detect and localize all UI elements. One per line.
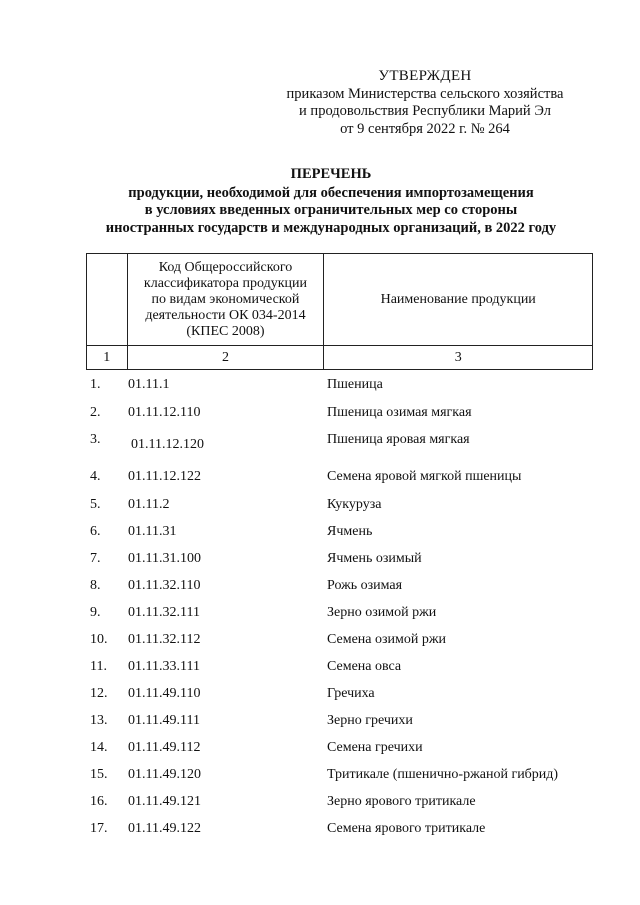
- row-name: Тритикале (пшенично-ржаной гибрид): [327, 767, 559, 782]
- row-code: 01.11.31: [128, 524, 177, 539]
- table-row: [0, 467, 640, 487]
- column-index-2: 2: [127, 346, 324, 370]
- row-number: 16.: [90, 794, 108, 809]
- row-code: 01.11.49.111: [128, 713, 200, 728]
- table-row: [0, 792, 640, 812]
- row-name: Ячмень озимый: [327, 551, 422, 566]
- row-name: Пшеница: [327, 377, 383, 392]
- table-row: [0, 657, 640, 677]
- approved-label: УТВЕРЖДЕН: [378, 68, 472, 84]
- row-name: Гречиха: [327, 686, 375, 701]
- row-name: Пшеница озимая мягкая: [327, 405, 472, 420]
- approval-line-1: приказом Министерства сельского хозяйства: [286, 85, 564, 102]
- row-code: 01.11.1: [128, 377, 170, 392]
- row-name: Ячмень: [327, 524, 373, 539]
- row-code: 01.11.12.120: [131, 437, 204, 452]
- header-code-line: по видам экономической: [151, 291, 300, 307]
- row-number: 14.: [90, 740, 108, 755]
- row-number: 1.: [90, 377, 101, 392]
- approval-line-3: от 9 сентября 2022 г. № 264: [340, 120, 510, 137]
- row-name: Кукуруза: [327, 497, 382, 512]
- row-number: 6.: [90, 524, 101, 539]
- row-number: 3.: [90, 432, 101, 447]
- row-name: Зерно озимой ржи: [327, 605, 437, 620]
- row-number: 15.: [90, 767, 108, 782]
- row-code: 01.11.32.110: [128, 578, 201, 593]
- row-name: Рожь озимая: [327, 578, 403, 593]
- header-code-line: классификатора продукции: [143, 275, 307, 291]
- row-code: 01.11.49.112: [128, 740, 201, 755]
- title-line-1: продукции, необходимой для обеспечения импортозамещения: [128, 184, 534, 201]
- table-row: [0, 630, 640, 650]
- header-cell-name: Наименование продукции: [324, 254, 593, 346]
- table-row: [0, 430, 640, 450]
- row-number: 4.: [90, 469, 101, 484]
- row-number: 11.: [90, 659, 107, 674]
- header-code-line: (КПЕС 2008): [186, 323, 265, 339]
- row-number: 13.: [90, 713, 108, 728]
- row-code: 01.11.32.112: [128, 632, 201, 647]
- row-code: 01.11.49.121: [128, 794, 201, 809]
- table-row: [0, 765, 640, 785]
- column-index-3: 3: [324, 346, 593, 370]
- header-code-line: Код Общероссийского: [158, 259, 293, 275]
- title-line-3: иностранных государств и международных организаций, в 2022 году: [105, 219, 557, 236]
- table-row: [0, 819, 640, 839]
- title-heading: ПЕРЕЧЕНЬ: [290, 166, 372, 182]
- row-name: Семена ярового тритикале: [327, 821, 486, 836]
- approval-line-2: и продовольствия Республики Марий Эл: [299, 103, 551, 119]
- row-name: Семена овса: [327, 659, 402, 674]
- row-number: 7.: [90, 551, 101, 566]
- row-number: 10.: [90, 632, 108, 647]
- row-code: 01.11.49.120: [128, 767, 201, 782]
- row-name: Семена яровой мягкой пшеницы: [327, 469, 522, 484]
- row-number: 2.: [90, 405, 101, 420]
- row-code: 01.11.32.111: [128, 605, 200, 620]
- row-code: 01.11.2: [128, 497, 170, 512]
- row-code: 01.11.49.110: [128, 686, 201, 701]
- table-row: [0, 711, 640, 731]
- row-code: 01.11.33.111: [128, 659, 200, 674]
- row-name: Семена гречихи: [327, 740, 423, 755]
- table-row: [0, 738, 640, 758]
- row-code: 01.11.12.122: [128, 469, 201, 484]
- row-name: Зерно гречихи: [327, 713, 413, 728]
- row-code: 01.11.49.122: [128, 821, 201, 836]
- row-number: 17.: [90, 821, 108, 836]
- table-row: [0, 684, 640, 704]
- table-row: [0, 603, 640, 623]
- table-row: [0, 522, 640, 542]
- row-code: 01.11.31.100: [128, 551, 201, 566]
- row-name: Зерно ярового тритикале: [327, 794, 476, 809]
- row-number: 8.: [90, 578, 101, 593]
- table-row: [0, 403, 640, 423]
- column-index-1: 1: [87, 346, 128, 370]
- header-code-line: деятельности ОК 034-2014: [145, 307, 306, 323]
- row-number: 9.: [90, 605, 101, 620]
- table-row: [0, 495, 640, 515]
- table-row: [0, 576, 640, 596]
- title-line-2: в условиях введенных ограничительных мер со стороны: [144, 202, 518, 218]
- row-name: Семена озимой ржи: [327, 632, 447, 647]
- row-name: Пшеница яровая мягкая: [327, 432, 470, 447]
- row-number: 12.: [90, 686, 108, 701]
- row-code: 01.11.12.110: [128, 405, 201, 420]
- table-row: [0, 375, 640, 395]
- row-number: 5.: [90, 497, 101, 512]
- table-row: [0, 549, 640, 569]
